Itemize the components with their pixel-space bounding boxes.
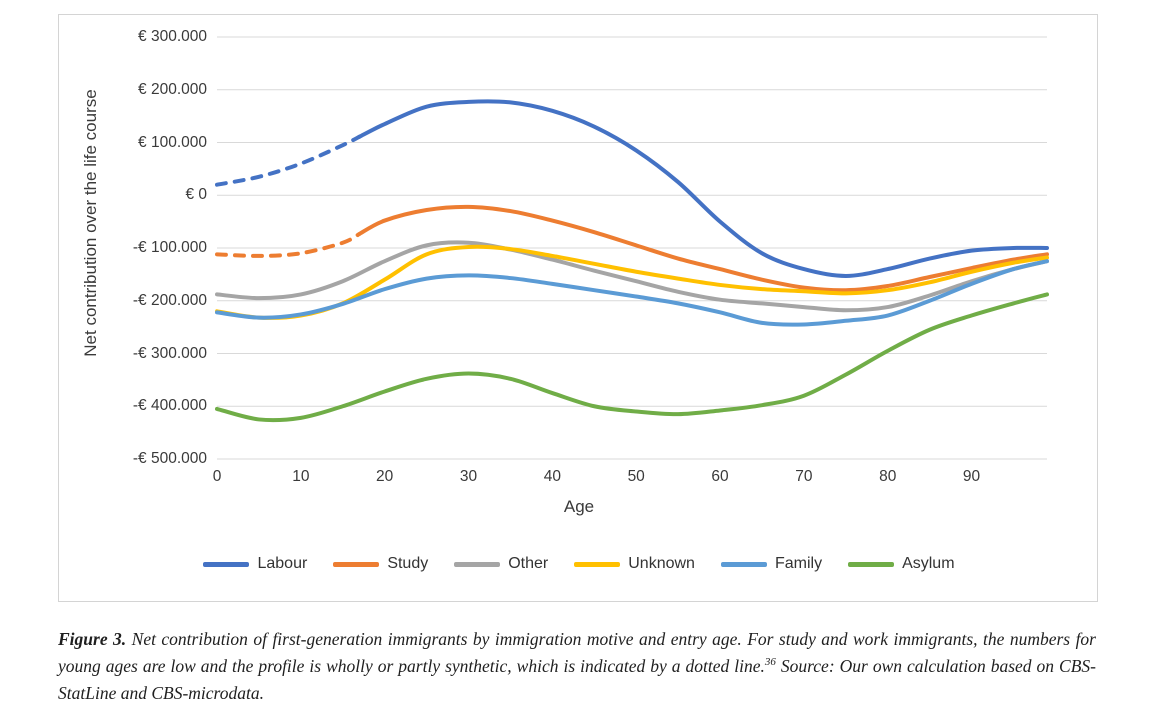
- x-tick-label: 70: [795, 468, 813, 485]
- caption-text: Net contribution of first-generation immigrants by immigration motive and entry age. For study and work immigrants, the numbers for young ages are low and the profile is wholly or partly synthetic, which is indicated by a dotted line.: [58, 629, 1096, 677]
- y-tick-label: -€ 300.000: [132, 344, 207, 362]
- y-axis-title: Net contribution over the life course: [81, 89, 100, 357]
- y-tick-label: -€ 400.000: [132, 397, 207, 415]
- legend-label: Unknown: [628, 555, 695, 572]
- x-tick-label: 20: [376, 468, 394, 485]
- legend-label: Asylum: [902, 555, 955, 572]
- y-tick-label: € 100.000: [138, 133, 207, 151]
- y-tick-label: -€ 500.000: [132, 450, 207, 467]
- legend-label: Other: [508, 555, 549, 572]
- x-tick-label: 60: [711, 468, 729, 485]
- x-tick-label: 80: [879, 468, 897, 485]
- x-tick-label: 90: [962, 468, 981, 485]
- figure-caption: [58, 626, 1096, 707]
- caption-source: Source: Our own calculation based on CBS-StatLine and CBS-microdata.: [58, 656, 1096, 704]
- x-tick-label: 30: [459, 468, 478, 485]
- plot-area: [132, 28, 1047, 485]
- y-tick-label: -€ 200.000: [132, 291, 207, 309]
- y-tick-label: -€ 100.000: [132, 239, 207, 256]
- legend-label: Family: [774, 555, 823, 572]
- legend-item: [721, 555, 822, 573]
- legend-swatch: [203, 562, 249, 567]
- x-axis-title: Age: [563, 497, 595, 516]
- legend-label: Labour: [257, 555, 308, 572]
- caption-footnote-marker: 36: [764, 656, 776, 669]
- legend-item: [848, 555, 954, 573]
- legend-item: [203, 555, 307, 573]
- legend-item: [574, 555, 695, 573]
- legend-swatch: [848, 562, 894, 567]
- x-tick-label: 10: [292, 468, 310, 485]
- y-tick-label: € 300.000: [138, 28, 207, 45]
- y-tick-label: € 200.000: [138, 80, 207, 98]
- legend-swatch: [454, 562, 500, 567]
- x-tick-label: 0: [212, 468, 222, 485]
- legend-label: Study: [387, 555, 429, 572]
- legend-swatch: [574, 562, 620, 567]
- x-tick-label: 40: [543, 468, 561, 485]
- y-tick-label: € 0: [185, 186, 207, 204]
- x-tick-label: 50: [627, 468, 645, 485]
- chart-legend: [59, 555, 1099, 573]
- caption-label: Figure 3.: [58, 629, 127, 649]
- legend-item: [454, 555, 548, 573]
- legend-item: [333, 555, 428, 573]
- legend-swatch: [333, 562, 379, 567]
- chart-panel: [58, 14, 1098, 602]
- legend-swatch: [721, 562, 767, 567]
- line-chart-svg: [217, 37, 1047, 459]
